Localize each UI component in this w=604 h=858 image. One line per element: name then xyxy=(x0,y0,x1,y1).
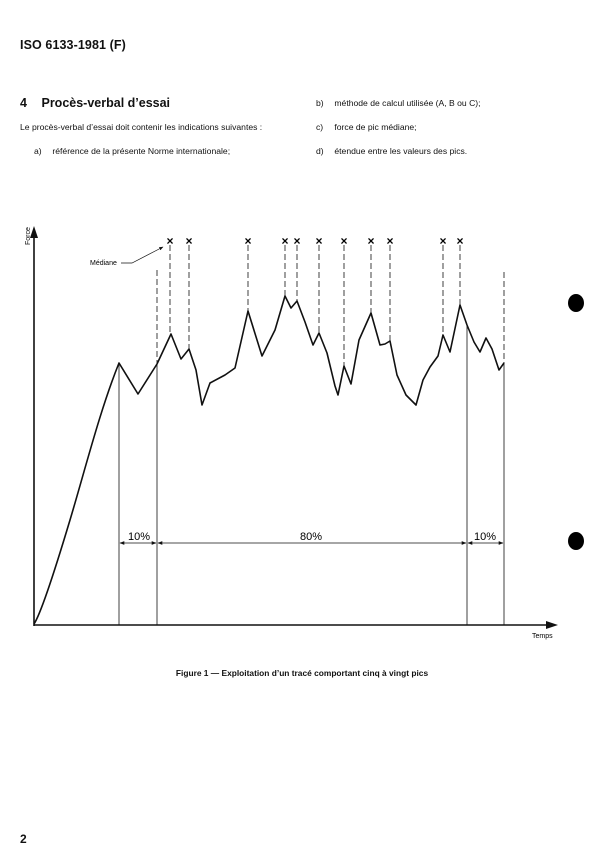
peak-x-marks xyxy=(166,234,463,248)
section-intro: Le procès-verbal d’essai doit contenir les indications suivantes : xyxy=(20,122,263,132)
svg-text:×: × xyxy=(340,234,348,248)
y-axis-label: Force xyxy=(25,227,32,245)
force-curve xyxy=(34,296,504,624)
svg-text:×: × xyxy=(315,234,323,248)
list-item-label: c) xyxy=(316,122,324,132)
dashed-bounds xyxy=(157,270,504,364)
svg-text:×: × xyxy=(456,234,464,248)
document-standard-header: ISO 6133-1981 (F) xyxy=(20,38,126,52)
list-item-label: a) xyxy=(34,146,42,156)
x-axis xyxy=(34,621,558,629)
binding-hole-icon xyxy=(568,532,584,550)
section-title: Procès-verbal d’essai xyxy=(41,96,171,110)
list-item-label: d) xyxy=(316,146,324,156)
list-item-text: force de pic médiane; xyxy=(334,122,417,132)
svg-text:×: × xyxy=(244,234,252,248)
list-item-label: b) xyxy=(316,98,324,108)
svg-text:×: × xyxy=(166,234,174,248)
svg-text:×: × xyxy=(439,234,447,248)
median-arrow xyxy=(121,247,163,263)
svg-text:×: × xyxy=(185,234,193,248)
x-axis-label: Temps xyxy=(532,633,553,640)
svg-text:×: × xyxy=(367,234,375,248)
svg-text:×: × xyxy=(293,234,301,248)
list-item-text: méthode de calcul utilisée (A, B ou C); xyxy=(334,98,481,108)
median-label: Médiane xyxy=(90,260,117,267)
peak-markers xyxy=(170,245,460,366)
segment-labels xyxy=(128,531,496,543)
y-axis xyxy=(30,226,38,626)
binding-hole-icon xyxy=(568,294,584,312)
list-item-text: étendue entre les valeurs des pics. xyxy=(334,146,468,156)
region-boundaries xyxy=(119,325,504,625)
page-number: 2 xyxy=(20,832,27,846)
segment-label-end: 10% xyxy=(473,531,497,543)
svg-text:×: × xyxy=(281,234,289,248)
segment-label-start: 10% xyxy=(127,531,151,543)
figure-caption: Figure 1 — Exploitation d’un tracé comportant cinq à vingt pics xyxy=(175,668,429,678)
segment-label-middle: 80% xyxy=(299,531,323,543)
list-item-text: référence de la présente Norme internationale; xyxy=(52,146,231,156)
section-number: 4 xyxy=(20,96,27,110)
svg-text:×: × xyxy=(386,234,394,248)
